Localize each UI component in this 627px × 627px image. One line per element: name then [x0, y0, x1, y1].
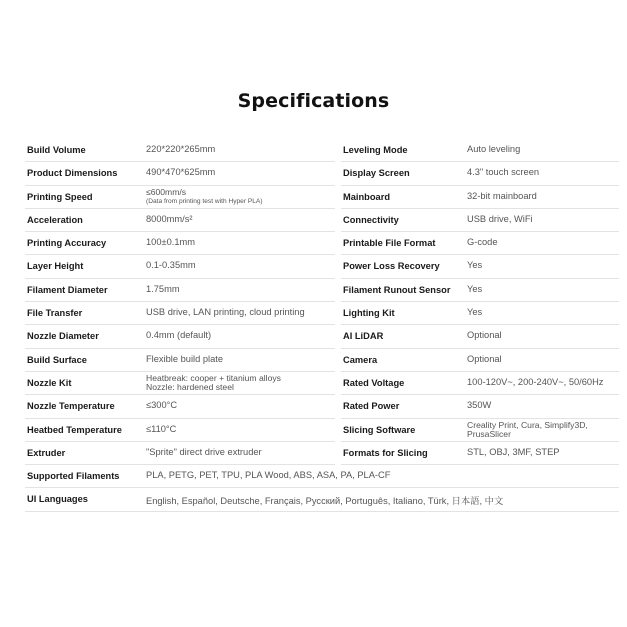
spec-value-main: ≤600mm/s [146, 186, 187, 197]
spec-label: Power Loss Recovery [343, 261, 440, 272]
spec-value: 100±0.1mm [146, 237, 196, 248]
spec-label: Leveling Mode [343, 145, 408, 155]
spec-label: Filament Runout Sensor [343, 284, 451, 295]
spec-value-line-1: Creality Print, Cura, Simplify3D, [467, 419, 588, 430]
spec-row-file-transfer [25, 302, 335, 325]
spec-row-supported-filaments [25, 465, 619, 488]
spec-row-camera [341, 349, 619, 372]
spec-value: Yes [467, 260, 483, 271]
spec-value: Optional [467, 353, 502, 364]
right-spec-table [341, 139, 619, 465]
spec-label: Acceleration [27, 214, 83, 225]
spec-row-nozzle-kit [25, 372, 335, 395]
spec-row-build-volume [25, 139, 335, 162]
spec-label: Slicing Software [343, 424, 416, 435]
spec-value: 350W [467, 400, 492, 411]
spec-label: Lighting Kit [343, 308, 395, 319]
spec-row-leveling-mode [341, 139, 619, 162]
spec-row-lighting-kit [341, 302, 619, 325]
spec-label: UI Languages [27, 494, 88, 505]
spec-row-rated-voltage [341, 372, 619, 395]
spec-value [146, 374, 281, 392]
spec-value: 490*470*625mm [146, 167, 216, 178]
spec-row-mainboard [341, 186, 619, 209]
spec-value: 0.1-0.35mm [146, 260, 196, 271]
spec-label: Supported Filaments [27, 471, 120, 482]
spec-row-power-loss-recovery [341, 255, 619, 278]
spec-value: PLA, PETG, PET, TPU, PLA Wood, ABS, ASA, PA, PLA-CF [146, 470, 391, 481]
spec-row-printing-speed [25, 186, 335, 209]
spec-value: Optional [467, 330, 502, 341]
spec-value: ≤110°C [146, 423, 177, 434]
spec-value: USB drive, WiFi [467, 213, 533, 224]
spec-label: Heatbed Temperature [27, 424, 122, 435]
spec-label: Camera [343, 354, 378, 365]
spec-label: File Transfer [27, 308, 83, 319]
spec-value: 32-bit mainboard [467, 190, 537, 201]
spec-row-nozzle-temperature [25, 395, 335, 418]
spec-row-build-surface [25, 349, 335, 372]
spec-label: Connectivity [343, 214, 399, 225]
spec-label: Rated Power [343, 401, 400, 412]
spec-row-layer-height [25, 255, 335, 278]
spec-row-rated-power [341, 395, 619, 418]
spec-row-extruder [25, 442, 335, 465]
spec-label: Build Volume [27, 145, 86, 155]
spec-label: Layer Height [27, 261, 84, 272]
spec-value-note: (Data from printing test with Hyper PLA) [146, 197, 263, 205]
spec-row-printable-file-format [341, 232, 619, 255]
spec-value: 8000mm/s² [146, 213, 193, 224]
spec-label: AI LiDAR [343, 331, 384, 342]
spec-value: "Sprite" direct drive extruder [146, 446, 262, 457]
spec-row-product-dimensions [25, 162, 335, 185]
spec-label: Mainboard [343, 191, 391, 202]
spec-label: Nozzle Kit [27, 377, 72, 388]
spec-label: Printing Accuracy [27, 238, 107, 249]
spec-row-heatbed-temperature [25, 419, 335, 442]
spec-row-ui-languages [25, 488, 619, 511]
spec-label: Formats for Slicing [343, 447, 428, 458]
spec-value: 220*220*265mm [146, 144, 216, 154]
spec-value: 1.75mm [146, 283, 180, 294]
spec-label: Extruder [27, 447, 66, 458]
spec-value: Yes [467, 307, 483, 318]
spec-value: 100-120V~, 200-240V~, 50/60Hz [467, 376, 604, 387]
spec-label: Filament Diameter [27, 284, 108, 295]
spec-row-acceleration [25, 209, 335, 232]
spec-row-printing-accuracy [25, 232, 335, 255]
spec-label: Printing Speed [27, 191, 93, 202]
spec-value [467, 421, 588, 439]
spec-label: Display Screen [343, 168, 410, 179]
spec-label: Build Surface [27, 354, 87, 365]
spec-label: Printable File Format [343, 238, 436, 249]
spec-row-connectivity [341, 209, 619, 232]
spec-row-ai-lidar [341, 325, 619, 348]
spec-value-line-1: Heatbreak: cooper + titanium alloys [146, 372, 281, 383]
page-title: Specifications [237, 90, 390, 112]
spec-value-line-2: PrusaSlicer [467, 428, 511, 439]
spec-row-slicing-software [341, 419, 619, 442]
spec-value: STL, OBJ, 3MF, STEP [467, 446, 560, 457]
spec-value: English, Español, Deutsche, Français, Русский, Português, Italiano, Türk, 日本語, 中文 [146, 496, 504, 507]
spec-value: Yes [467, 283, 483, 294]
spec-value-line-2: Nozzle: hardened steel [146, 381, 234, 392]
spec-label: Nozzle Diameter [27, 331, 99, 342]
spec-value: ≤300°C [146, 400, 178, 411]
spec-value: G-code [467, 237, 498, 248]
spec-value: Auto leveling [467, 144, 521, 154]
spec-row-display-screen [341, 162, 619, 185]
spec-value [146, 188, 263, 206]
spec-label: Nozzle Temperature [27, 401, 115, 412]
spec-row-filament-diameter [25, 279, 335, 302]
spec-label: Product Dimensions [27, 168, 118, 179]
spec-row-filament-runout-sensor [341, 279, 619, 302]
spec-value: USB drive, LAN printing, cloud printing [146, 307, 305, 318]
spec-row-formats-for-slicing [341, 442, 619, 465]
spec-value: 4.3" touch screen [467, 167, 540, 178]
spec-row-nozzle-diameter [25, 325, 335, 348]
spec-value: 0.4mm (default) [146, 330, 212, 341]
spec-value: Flexible build plate [146, 353, 224, 364]
spec-label: Rated Voltage [343, 377, 405, 388]
